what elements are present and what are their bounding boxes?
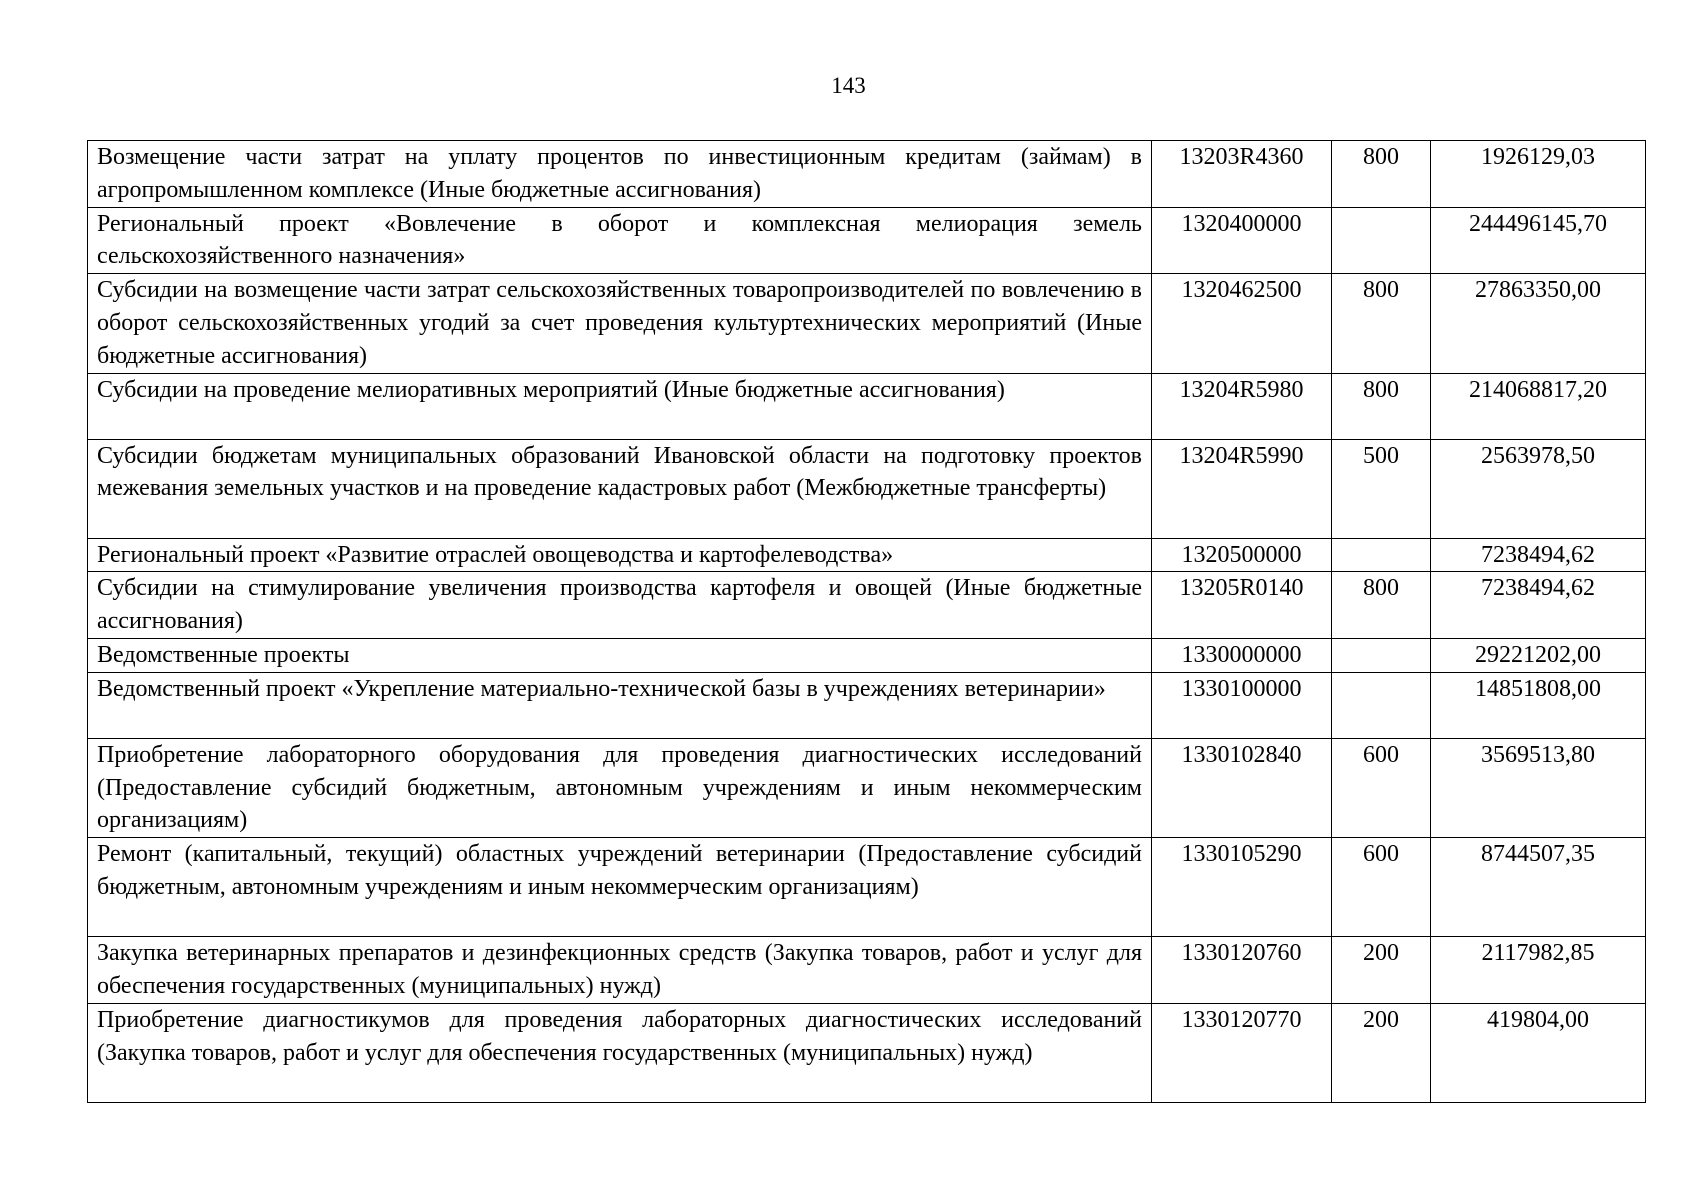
table-row xyxy=(88,538,1646,572)
expense-name-cell: Ведомственный проект «Укрепление материально-технической базы в учреждениях ветеринарии» xyxy=(88,672,1152,738)
target-code-cell: 1320500000 xyxy=(1152,538,1332,572)
table-row xyxy=(88,373,1646,439)
amount-cell: 14851808,00 xyxy=(1431,672,1646,738)
amount-cell: 419804,00 xyxy=(1431,1003,1646,1102)
table-row xyxy=(88,141,1646,208)
expense-type-cell xyxy=(1332,672,1431,738)
target-code-cell: 13204R5980 xyxy=(1152,373,1332,439)
target-code-cell: 13205R0140 xyxy=(1152,572,1332,639)
amount-cell: 214068817,20 xyxy=(1431,373,1646,439)
expense-name-cell: Субсидии бюджетам муниципальных образований Ивановской области на подготовку проектов межевания земельных участков и на проведение кадастровых работ (Межбюджетные трансферты) xyxy=(88,439,1152,538)
amount-cell: 27863350,00 xyxy=(1431,274,1646,373)
expense-name-cell: Субсидии на проведение мелиоративных мероприятий (Иные бюджетные ассигнования) xyxy=(88,373,1152,439)
table-row xyxy=(88,937,1646,1004)
target-code-cell: 13203R4360 xyxy=(1152,141,1332,208)
target-code-cell: 1320400000 xyxy=(1152,207,1332,274)
expense-type-cell: 800 xyxy=(1332,141,1431,208)
expense-name-cell: Субсидии на возмещение части затрат сельскохозяйственных товаропроизводителей по вовлечению в оборот сельскохозяйственных угодий за счет проведения культуртехнических мероприятий (Иные бюджетные ассигнования) xyxy=(88,274,1152,373)
target-code-cell: 1330000000 xyxy=(1152,638,1332,672)
table-row xyxy=(88,638,1646,672)
amount-cell: 2563978,50 xyxy=(1431,439,1646,538)
table-row xyxy=(88,738,1646,837)
expense-type-cell: 200 xyxy=(1332,1003,1431,1102)
expense-type-cell: 200 xyxy=(1332,937,1431,1004)
target-code-cell: 1330120760 xyxy=(1152,937,1332,1004)
expense-type-cell: 800 xyxy=(1332,373,1431,439)
amount-cell: 3569513,80 xyxy=(1431,738,1646,837)
expense-type-cell: 800 xyxy=(1332,274,1431,373)
table-row xyxy=(88,1003,1646,1102)
amount-cell: 7238494,62 xyxy=(1431,572,1646,639)
expense-name-cell: Субсидии на стимулирование увеличения производства картофеля и овощей (Иные бюджетные ассигнования) xyxy=(88,572,1152,639)
table-row xyxy=(88,572,1646,639)
expense-name-cell: Возмещение части затрат на уплату процентов по инвестиционным кредитам (займам) в агропромышленном комплексе (Иные бюджетные ассигнования) xyxy=(88,141,1152,208)
amount-cell: 1926129,03 xyxy=(1431,141,1646,208)
table-row xyxy=(88,838,1646,937)
target-code-cell: 13204R5990 xyxy=(1152,439,1332,538)
page-number: 143 xyxy=(831,73,866,98)
expense-name-cell: Закупка ветеринарных препаратов и дезинфекционных средств (Закупка товаров, работ и услуг для обеспечения государственных (муниципальных) нужд) xyxy=(88,937,1152,1004)
expense-name-cell: Региональный проект «Развитие отраслей овощеводства и картофелеводства» xyxy=(88,538,1152,572)
expense-type-cell: 600 xyxy=(1332,838,1431,937)
table-row xyxy=(88,439,1646,538)
target-code-cell: 1320462500 xyxy=(1152,274,1332,373)
target-code-cell: 1330120770 xyxy=(1152,1003,1332,1102)
expense-name-cell: Ведомственные проекты xyxy=(88,638,1152,672)
expense-name-cell: Приобретение лабораторного оборудования для проведения диагностических исследований (Предоставление субсидий бюджетным, автономным учреждениям и иным некоммерческим организациям) xyxy=(88,738,1152,837)
amount-cell: 244496145,70 xyxy=(1431,207,1646,274)
target-code-cell: 1330102840 xyxy=(1152,738,1332,837)
table-row xyxy=(88,274,1646,373)
expense-name-cell: Региональный проект «Вовлечение в оборот и комплексная мелиорация земель сельскохозяйственного назначения» xyxy=(88,207,1152,274)
expense-type-cell xyxy=(1332,638,1431,672)
table-row xyxy=(88,672,1646,738)
amount-cell: 2117982,85 xyxy=(1431,937,1646,1004)
table-row xyxy=(88,207,1646,274)
target-code-cell: 1330105290 xyxy=(1152,838,1332,937)
amount-cell: 8744507,35 xyxy=(1431,838,1646,937)
expense-type-cell: 500 xyxy=(1332,439,1431,538)
expense-type-cell: 600 xyxy=(1332,738,1431,837)
expense-name-cell: Приобретение диагностикумов для проведения лабораторных диагностических исследований (Закупка товаров, работ и услуг для обеспечения государственных (муниципальных) нужд) xyxy=(88,1003,1152,1102)
expense-type-cell: 800 xyxy=(1332,572,1431,639)
amount-cell: 7238494,62 xyxy=(1431,538,1646,572)
expense-type-cell xyxy=(1332,538,1431,572)
expense-type-cell xyxy=(1332,207,1431,274)
amount-cell: 29221202,00 xyxy=(1431,638,1646,672)
target-code-cell: 1330100000 xyxy=(1152,672,1332,738)
expense-name-cell: Ремонт (капитальный, текущий) областных учреждений ветеринарии (Предоставление субсидий бюджетным, автономным учреждениям и иным некоммерческим организациям) xyxy=(88,838,1152,937)
budget-table xyxy=(87,140,1646,1103)
